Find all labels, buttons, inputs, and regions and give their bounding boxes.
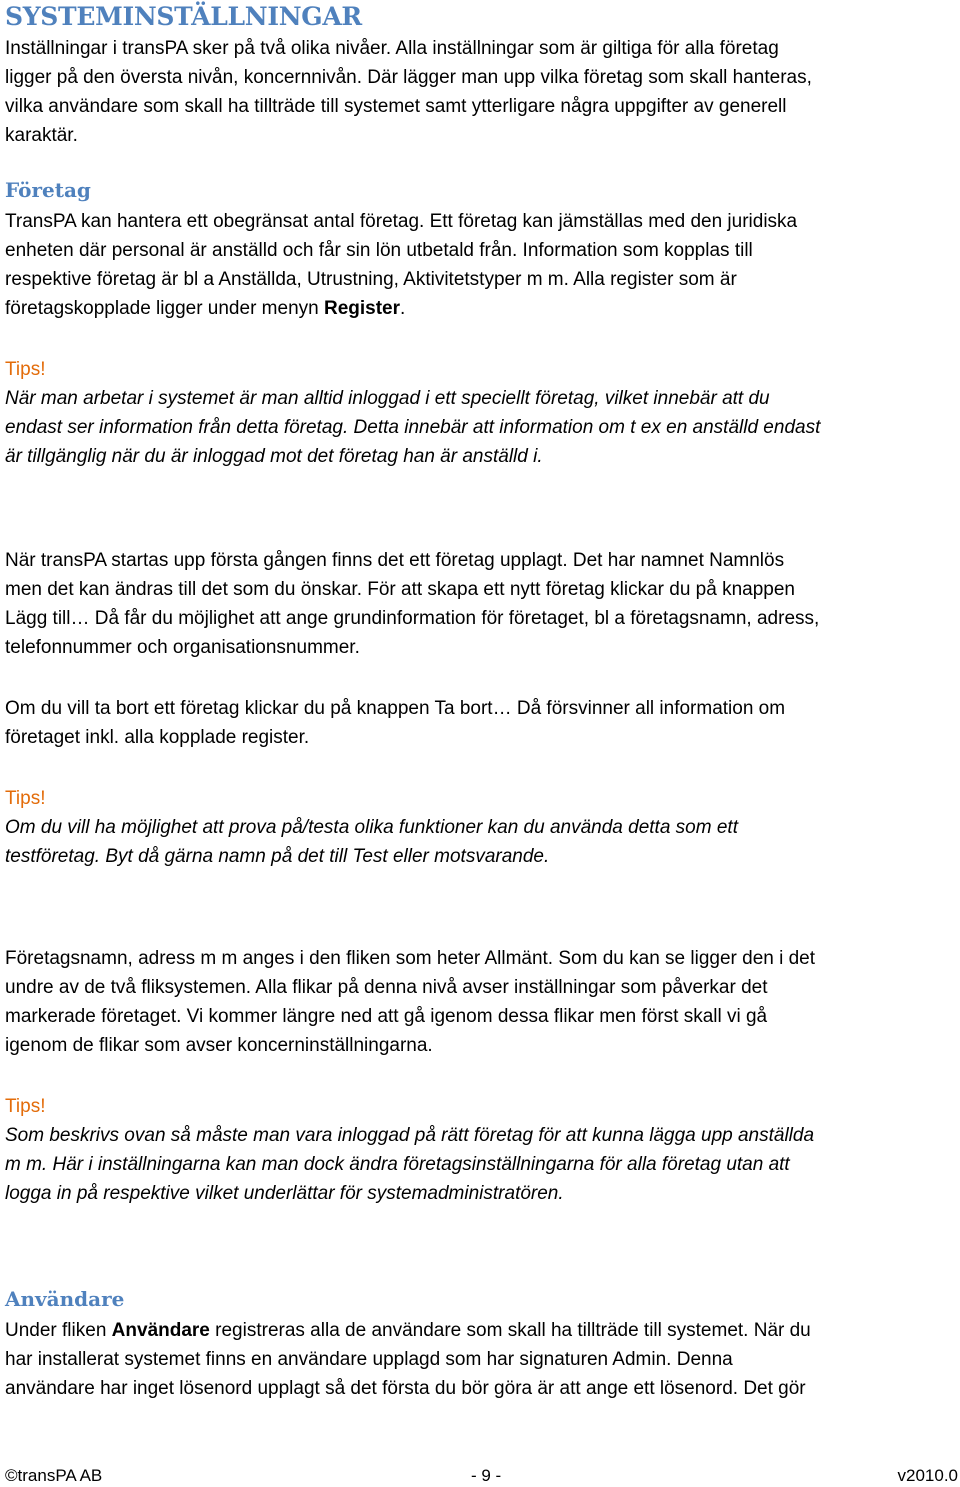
tips-line: endast ser information från detta företag. Detta innebär att information om t ex en anställd endast — [5, 417, 821, 438]
foretag-paragraph-2 — [5, 546, 957, 662]
section-heading-anvandare: Användare — [5, 1287, 125, 1311]
text-span: . — [400, 298, 406, 319]
text-line: användare har inget lösenord upplagt så det första du bör göra är att ange ett lösenord. Det gör — [5, 1378, 806, 1399]
text-line: När transPA startas upp första gången finns det ett företag upplagt. Det har namnet Namnlös — [5, 550, 785, 571]
text-line: TransPA kan hantera ett obegränsat antal företag. Ett företag kan jämställas med den juridiska — [5, 211, 798, 232]
footer-version: v2010.0 — [897, 1466, 958, 1485]
section-heading-foretag: Företag — [5, 178, 91, 202]
tips-box-1 — [5, 355, 957, 471]
tips-label: Tips! — [5, 359, 46, 380]
tips-box-2 — [5, 784, 957, 871]
text-span: registreras alla de användare som skall ha tillträde till systemet. När du — [209, 1320, 811, 1341]
text-line: telefonnummer och organisationsnummer. — [5, 637, 360, 658]
tips-line: När man arbetar i systemet är man alltid inloggad i ett speciellt företag, vilket innebär att du — [5, 388, 770, 409]
text-line: igenom de flikar som avser koncerninställningarna. — [5, 1035, 433, 1056]
tips-line: logga in på respektive vilket underlättar för systemadministratören. — [5, 1183, 564, 1204]
tips-line: är tillgänglig när du är inloggad mot det företag han är anställd i. — [5, 446, 543, 467]
tips-label: Tips! — [5, 1096, 46, 1117]
intro-line: karaktär. — [5, 125, 78, 146]
text-line: men det kan ändras till det som du önskar. För att skapa ett nytt företag klickar du på knappen — [5, 579, 795, 600]
footer-copyright: ©transPA AB — [5, 1466, 103, 1485]
page-title: SYSTEMINSTÄLLNINGAR — [5, 2, 362, 31]
tips-box-3 — [5, 1092, 957, 1208]
tips-label: Tips! — [5, 788, 46, 809]
tips-line: m m. Här i inställningarna kan man dock ändra företagsinställningarna för alla företag utan att — [5, 1154, 790, 1175]
tips-line: Om du vill ha möjlighet att prova på/testa olika funktioner kan du använda detta som ett — [5, 817, 738, 838]
text-line — [5, 294, 957, 323]
text-line: enheten där personal är anställd och får sin lön utbetald från. Information som kopplas till — [5, 240, 753, 261]
intro-line: ligger på den översta nivån, koncernnivån. Där lägger man upp vilka företag som skall hanteras, — [5, 67, 812, 88]
foretag-paragraph-4 — [5, 944, 957, 1060]
foretag-paragraph-3 — [5, 694, 957, 752]
text-line: Om du vill ta bort ett företag klickar du på knappen Ta bort… Då försvinner all information om — [5, 698, 786, 719]
tips-line: Som beskrivs ovan så måste man vara inloggad på rätt företag för att kunna lägga upp anställda — [5, 1125, 815, 1146]
text-line: Företagsnamn, adress m m anges i den fliken som heter Allmänt. Som du kan se ligger den i det — [5, 948, 816, 969]
tips-line: testföretag. Byt då gärna namn på det till Test eller motsvarande. — [5, 846, 550, 867]
text-line: Lägg till… Då får du möjlighet att ange grundinformation för företaget, bl a företagsnamn, adress, — [5, 608, 820, 629]
intro-line: vilka användare som skall ha tillträde till systemet samt ytterligare några uppgifter av generell — [5, 96, 787, 117]
text-line — [5, 1316, 957, 1345]
text-line: markerade företaget. Vi kommer längre ned att gå igenom dessa flikar men först skall vi gå — [5, 1006, 768, 1027]
anvandare-paragraph — [5, 1316, 957, 1403]
text-line: undre av de två fliksystemen. Alla flikar på denna nivå avser inställningar som påverkar det — [5, 977, 768, 998]
footer-page-number: - 9 - — [471, 1466, 502, 1485]
text-line: har installerat systemet finns en användare upplagd som har signaturen Admin. Denna — [5, 1349, 733, 1370]
text-line: företaget inkl. alla kopplade register. — [5, 727, 310, 748]
intro-paragraph — [5, 34, 957, 150]
text-span: företagskopplade ligger under menyn — [5, 298, 324, 319]
text-span: Under fliken — [5, 1320, 112, 1341]
intro-line: Inställningar i transPA sker på två olika nivåer. Alla inställningar som är giltiga för alla företag — [5, 38, 779, 59]
text-line: respektive företag är bl a Anställda, Utrustning, Aktivitetstyper m m. Alla register som är — [5, 269, 737, 290]
register-menu-reference: Register — [323, 298, 401, 319]
foretag-paragraph-1 — [5, 207, 957, 323]
anvandare-tab-reference: Användare — [111, 1320, 210, 1341]
